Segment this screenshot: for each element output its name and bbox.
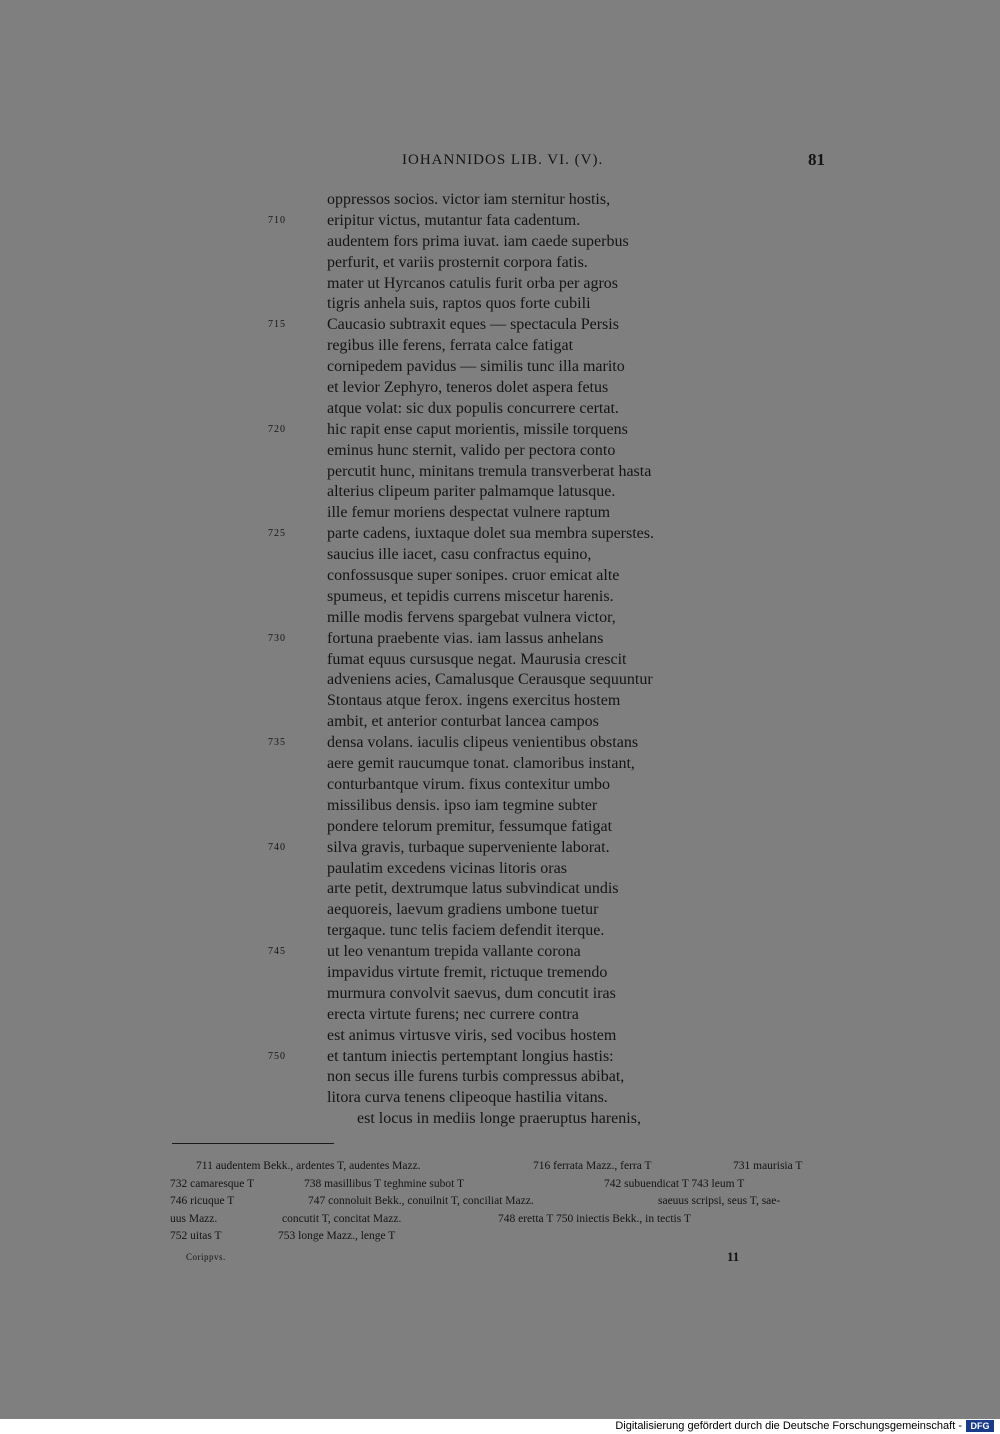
verse-line	[265, 1026, 825, 1047]
verse-text: adveniens acies, Camalusque Cerausque sequuntur	[327, 671, 653, 689]
critical-apparatus	[170, 1158, 825, 1246]
verse-text: est animus virtusve viris, sed vocibus hostem	[327, 1026, 617, 1044]
verse-line	[265, 900, 825, 921]
line-number: 740	[268, 841, 286, 853]
apparatus-line	[170, 1176, 825, 1194]
verse-line	[265, 629, 825, 650]
verse-line	[265, 1067, 825, 1088]
verse-text: Stontaus atque ferox. ingens exercitus hostem	[327, 692, 621, 710]
apparatus-entry: 738 masillibus T teghmine subot T	[304, 1177, 465, 1190]
apparatus-entry: 747 connoluit Bekk., conuilnit T, conciliat Mazz.	[308, 1195, 534, 1207]
line-number: 710	[268, 214, 286, 226]
verse-text: densa volans. iaculis clipeus venientibus obstans	[327, 734, 639, 752]
verse-line	[265, 294, 825, 315]
verse-text: Caucasio subtraxit eques — spectacula Persis	[327, 316, 619, 334]
apparatus-line	[170, 1211, 825, 1229]
verse-line	[265, 587, 825, 608]
verse-text: percutit hunc, minitans tremula transverberat hasta	[327, 462, 652, 480]
running-title: IOHANNIDOS LIB. VI. (V).	[402, 152, 604, 168]
verse-text: non secus ille furens turbis compressus abibat,	[327, 1068, 625, 1086]
apparatus-line	[170, 1158, 825, 1176]
apparatus-entry: 753 longe Mazz., lenge T	[278, 1230, 396, 1242]
verse-line	[265, 712, 825, 733]
apparatus-entry: 716 ferrata Mazz., ferra T	[533, 1160, 652, 1172]
printer-signature: Corippvs.	[186, 1252, 226, 1262]
verse-text: murmura convolvit saevus, dum concutit iras	[327, 984, 616, 1002]
verse-text: parte cadens, iuxtaque dolet sua membra superstes.	[327, 525, 654, 543]
verse-line	[265, 420, 825, 441]
line-number: 730	[268, 632, 286, 644]
verse-line	[265, 879, 825, 900]
verse-line	[265, 754, 825, 775]
verse-line	[265, 733, 825, 754]
verse-text: alterius clipeum pariter palmamque latusque.	[327, 483, 616, 501]
verse-text: litora curva tenens clipeoque hastilia vitans.	[327, 1089, 608, 1107]
verse-text: et tantum iniectis pertemptant longius hastis:	[327, 1047, 614, 1065]
verse-line	[265, 670, 825, 691]
verse-text: est locus in mediis longe praeruptus harenis,	[357, 1110, 641, 1128]
verse-line	[265, 315, 825, 336]
apparatus-entry: 711 audentem Bekk., ardentes T, audentes Mazz.	[196, 1160, 421, 1172]
verse-line	[265, 232, 825, 253]
verse-line	[265, 942, 825, 963]
running-header	[170, 152, 825, 176]
verse-text: paulatim excedens vicinas litoris oras	[327, 859, 567, 877]
verse-line	[265, 545, 825, 566]
verse-line	[265, 336, 825, 357]
verse-text: aequoreis, laevum gradiens umbone tuetur	[327, 901, 599, 919]
verse-line	[265, 859, 825, 880]
verse-line	[265, 462, 825, 483]
verse-text: conturbantque virum. fixus contexitur umbo	[327, 775, 611, 793]
verse-text: ut leo venantum trepida vallante corona	[327, 943, 581, 961]
line-number: 725	[268, 528, 286, 540]
verse-line	[265, 524, 825, 545]
verse-text: impavidus virtute fremit, rictuque tremendo	[327, 963, 608, 981]
line-number: 715	[268, 319, 286, 331]
line-number: 720	[268, 423, 286, 435]
verse-text: perfurit, et variis prosternit corpora fatis.	[327, 253, 588, 271]
verse-text: tigris anhela suis, raptos quos forte cubili	[327, 295, 591, 313]
verse-line	[265, 211, 825, 232]
verse-line	[265, 503, 825, 524]
apparatus-entry: saeuus scripsi, seus T, sae-	[658, 1195, 781, 1207]
verse-text: fumat equus cursusque negat. Maurusia crescit	[327, 650, 627, 668]
apparatus-entry: 748 eretta T 750 iniectis Bekk., in tectis T	[498, 1212, 691, 1225]
verse-line	[265, 650, 825, 671]
verse-line	[265, 796, 825, 817]
verse-text: spumeus, et tepidis currens miscetur harenis.	[327, 587, 614, 605]
verse-line	[265, 921, 825, 942]
apparatus-entry: 732 camaresque T	[170, 1177, 255, 1190]
verse-line	[265, 608, 825, 629]
sheet-number: 11	[727, 1249, 740, 1264]
apparatus-entry: 752 uitas T	[170, 1230, 222, 1242]
verse-line	[265, 274, 825, 295]
apparatus-entry: concutit T, concitat Mazz.	[282, 1212, 402, 1225]
verse-text: cornipedem pavidus — similis tunc illa marito	[327, 358, 625, 376]
verse-text: fortuna praebente vias. iam lassus anhelans	[327, 629, 604, 647]
verse-line	[265, 441, 825, 462]
verse-text: erecta virtute furens; nec currere contra	[327, 1005, 579, 1023]
verse-line	[265, 1047, 825, 1068]
verse-text: atque volat: sic dux populis concurrere certat.	[327, 399, 619, 417]
verse-text: confossusque super sonipes. cruor emicat alte	[327, 567, 620, 585]
line-number: 750	[268, 1050, 286, 1062]
verse-text: eripitur victus, mutantur fata cadentum.	[327, 211, 581, 229]
verse-text: missilibus densis. ipso iam tegmine subter	[327, 796, 598, 814]
verse-text: saucius ille iacet, casu confractus equino,	[327, 546, 592, 564]
apparatus-entry: 731 maurisia T	[733, 1160, 803, 1172]
verse-line	[265, 1109, 825, 1130]
apparatus-line	[170, 1193, 825, 1211]
verse-line	[265, 984, 825, 1005]
verse-text: silva gravis, turbaque superveniente laborat.	[327, 838, 610, 856]
verse-text: pondere telorum premitur, fessumque fatigat	[327, 817, 613, 835]
footnote-rule	[172, 1143, 334, 1144]
verse-text: ambit, et anterior conturbat lancea campos	[327, 713, 599, 731]
verse-line	[265, 963, 825, 984]
apparatus-line	[170, 1228, 825, 1246]
page-number: 81	[808, 150, 825, 169]
verse-line	[265, 1088, 825, 1109]
verse-block	[265, 190, 825, 1130]
verse-text: tergaque. tunc telis faciem defendit iterque.	[327, 922, 605, 940]
verse-line	[265, 399, 825, 420]
verse-text: audentem fors prima iuvat. iam caede superbus	[327, 232, 629, 250]
funding-bar	[0, 1419, 1000, 1434]
verse-text: mille modis fervens spargebat vulnera victor,	[327, 608, 616, 626]
verse-line	[265, 482, 825, 503]
verse-line	[265, 378, 825, 399]
verse-line	[265, 566, 825, 587]
apparatus-entry: uus Mazz.	[170, 1212, 218, 1225]
verse-text: arte petit, dextrumque latus subvindicat undis	[327, 880, 619, 898]
verse-line	[265, 1005, 825, 1026]
line-number: 745	[268, 946, 286, 958]
verse-line	[265, 817, 825, 838]
verse-line	[265, 253, 825, 274]
dfg-logo: DFG	[966, 1420, 994, 1432]
verse-text: mater ut Hyrcanos catulis furit orba per agros	[327, 274, 619, 292]
verse-text: aere gemit raucumque tonat. clamoribus instant,	[327, 755, 635, 773]
verse-line	[265, 775, 825, 796]
verse-line	[265, 691, 825, 712]
verse-text: ille femur moriens despectat vulnere raptum	[327, 504, 611, 522]
verse-line	[265, 190, 825, 211]
verse-text: oppressos socios. victor iam sternitur hostis,	[327, 191, 611, 208]
verse-text: eminus hunc sternit, valido per pectora conto	[327, 441, 616, 459]
apparatus-entry: 742 subuendicat T 743 leum T	[604, 1177, 745, 1190]
verse-line	[265, 838, 825, 859]
line-number: 735	[268, 737, 286, 749]
verse-text: regibus ille ferens, ferrata calce fatigat	[327, 337, 574, 355]
verse-text: et levior Zephyro, teneros dolet aspera fetus	[327, 379, 609, 397]
apparatus-entry: 746 ricuque T	[170, 1195, 235, 1207]
verse-line	[265, 357, 825, 378]
funding-notice: Digitalisierung gefördert durch die Deutsche Forschungsgemeinschaft -	[615, 1420, 962, 1432]
verse-text: hic rapit ense caput morientis, missile torquens	[327, 420, 628, 438]
